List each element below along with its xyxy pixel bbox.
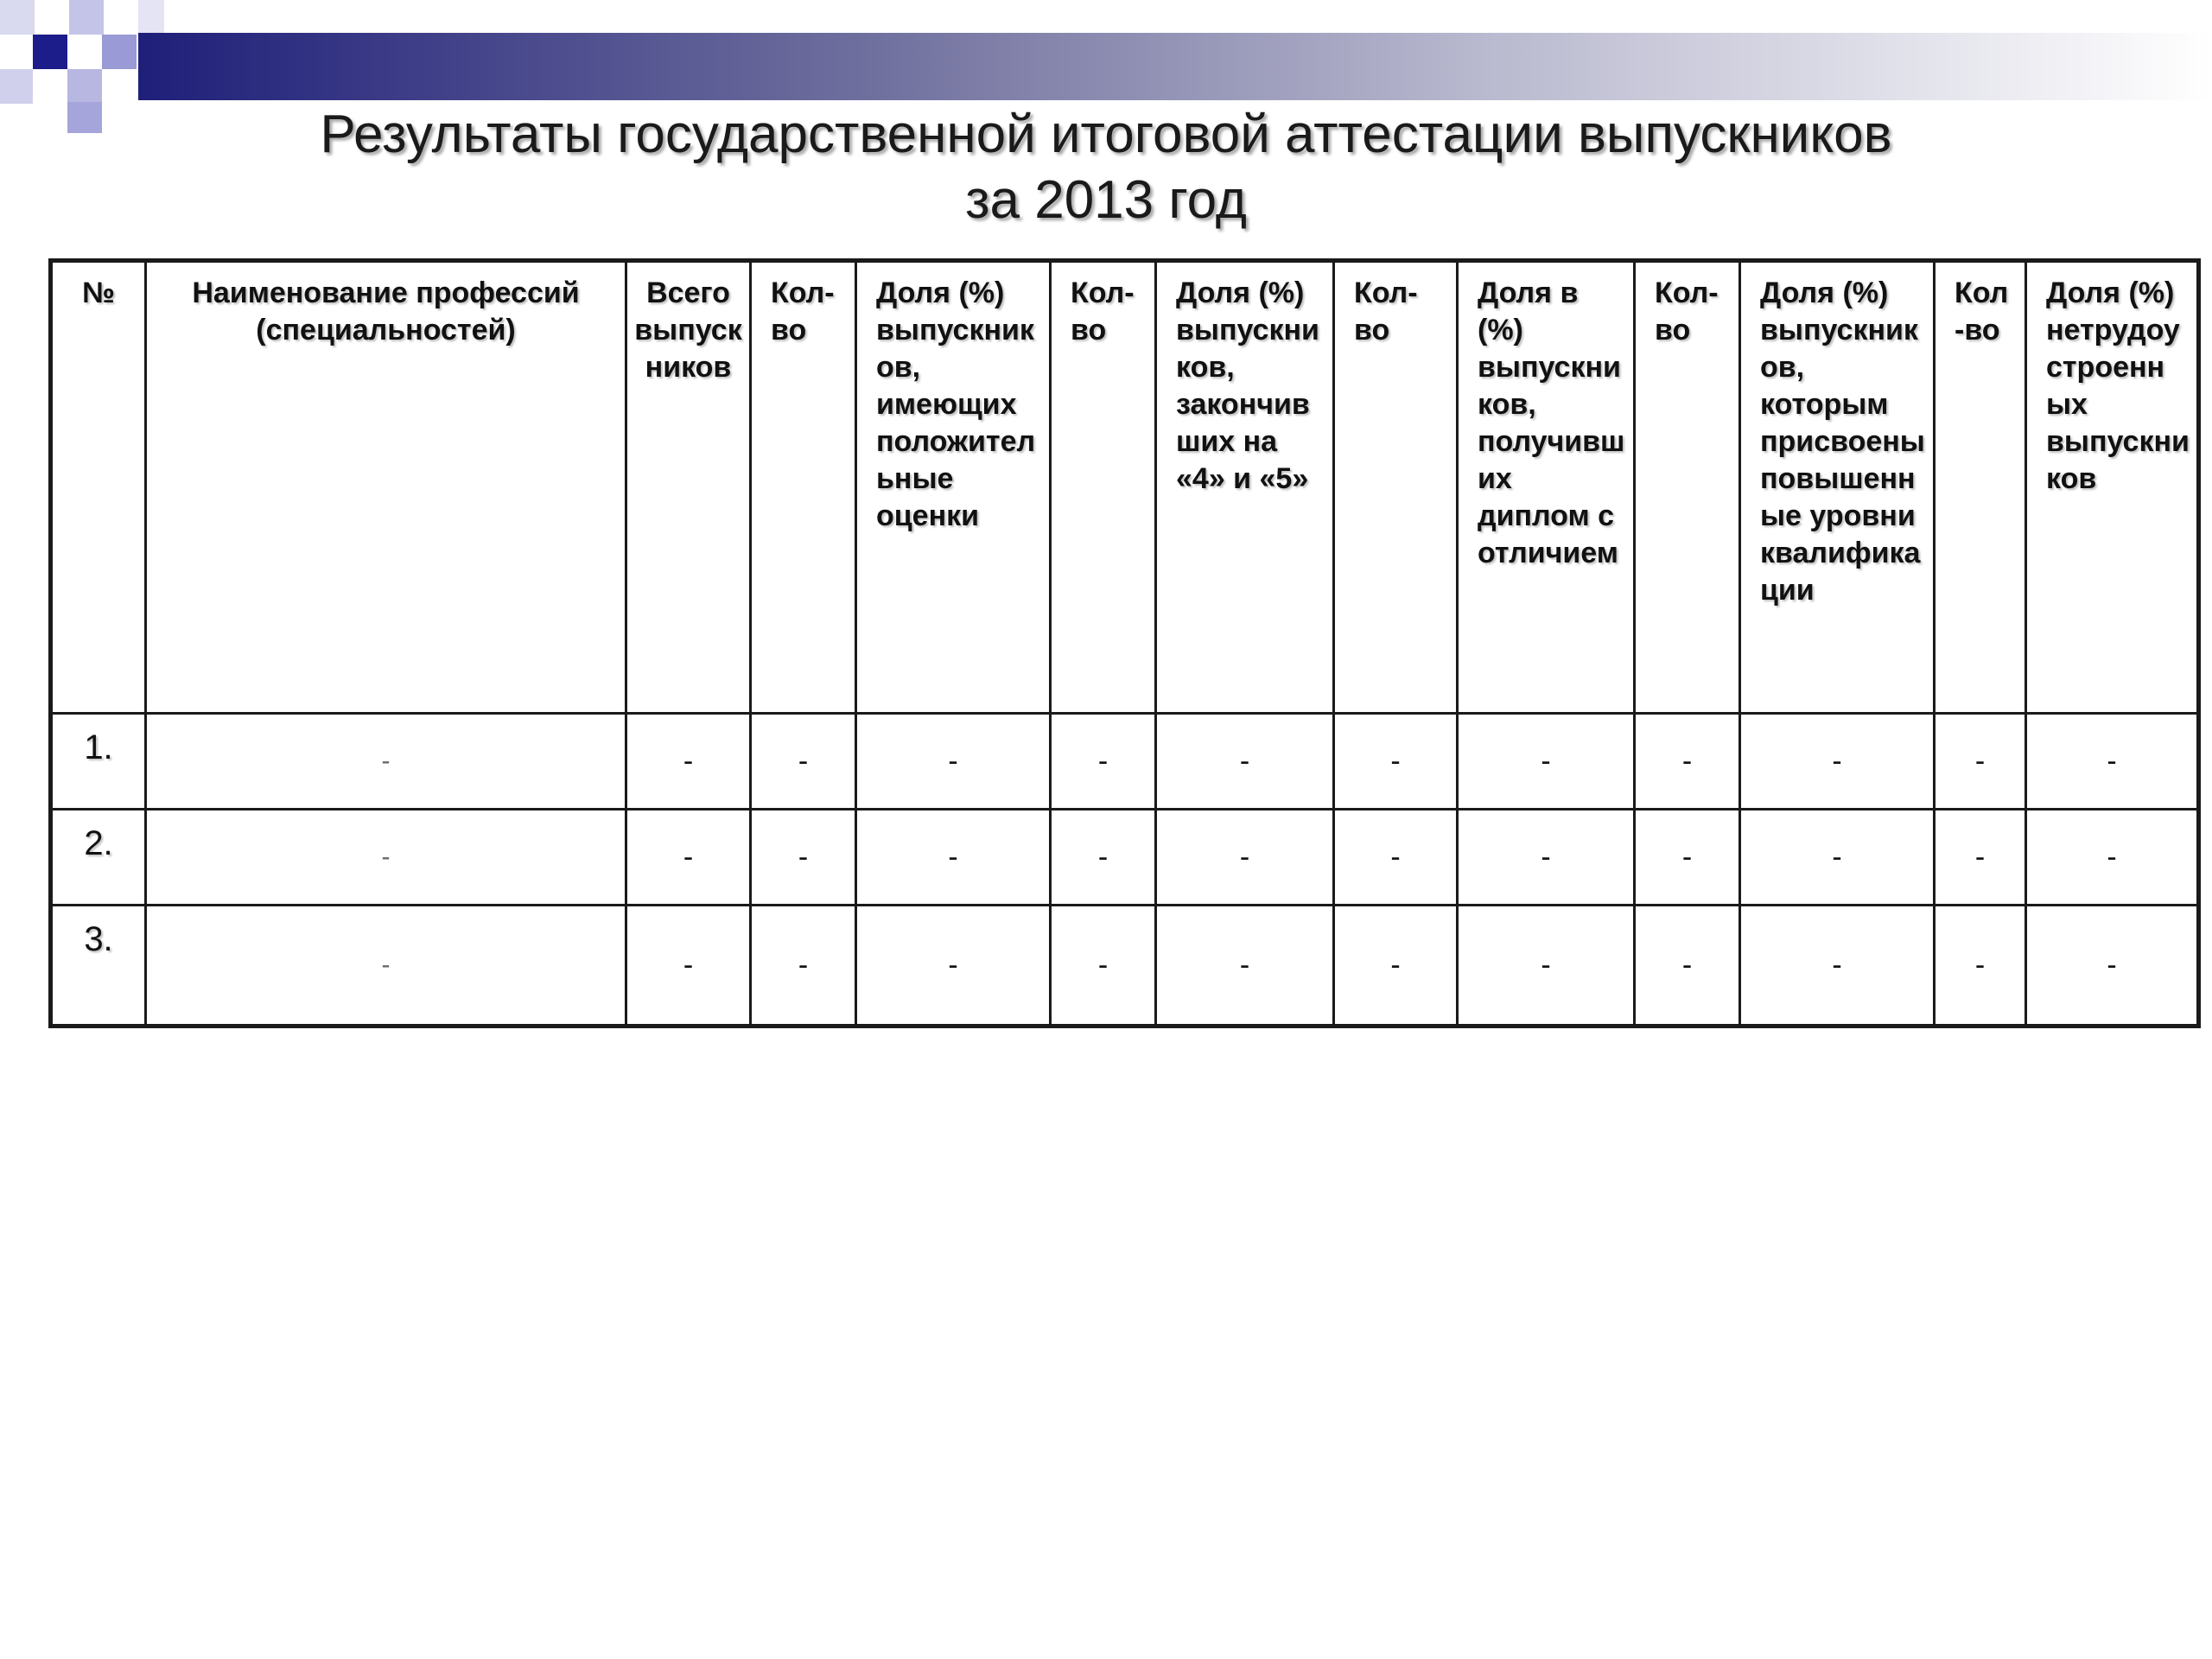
table-cell: - xyxy=(1935,810,2026,906)
table-cell: - xyxy=(2026,906,2199,1027)
header-count: Кол-во xyxy=(1635,261,1740,714)
cell-profession-name: - xyxy=(146,906,626,1027)
table-cell: - xyxy=(1051,714,1156,810)
header-honors-diploma-share: Доля в (%) выпускников, получивших диплом с отличием xyxy=(1458,261,1635,714)
decor-square-dark xyxy=(33,35,67,69)
header-positive-grades-share: Доля (%) выпускников, имеющих положительные оценки xyxy=(856,261,1051,714)
table-cell: - xyxy=(1334,714,1458,810)
table-cell: - xyxy=(1156,906,1334,1027)
decor-square-light xyxy=(102,35,137,69)
table-cell: - xyxy=(856,714,1051,810)
table-cell: - xyxy=(1156,714,1334,810)
results-table xyxy=(48,258,2201,1028)
table-cell: - xyxy=(626,906,751,1027)
table-cell: - xyxy=(1935,906,2026,1027)
table-cell: - xyxy=(1458,906,1635,1027)
table-cell: - xyxy=(1156,810,1334,906)
header-count: Кол-во xyxy=(1334,261,1458,714)
banner-gradient-bar xyxy=(138,33,2212,100)
table-cell: - xyxy=(1740,714,1935,810)
decor-square-light xyxy=(0,0,35,35)
table-cell: - xyxy=(1935,714,2026,810)
table-cell: - xyxy=(626,810,751,906)
table-row xyxy=(51,906,2199,1027)
table-cell: - xyxy=(751,906,856,1027)
table-cell: - xyxy=(1051,906,1156,1027)
header-count: Кол-во xyxy=(1935,261,2026,714)
table-header-row xyxy=(51,261,2199,714)
table-cell: - xyxy=(856,906,1051,1027)
row-number: 1. xyxy=(51,714,146,810)
table-row xyxy=(51,714,2199,810)
table-cell: - xyxy=(1635,714,1740,810)
table-cell: - xyxy=(2026,810,2199,906)
row-number: 2. xyxy=(51,810,146,906)
table-cell: - xyxy=(626,714,751,810)
decor-square-light xyxy=(69,0,104,35)
table-cell: - xyxy=(1334,906,1458,1027)
slide-title-line-1: Результаты государственной итоговой аттестации выпускников xyxy=(320,105,1892,164)
table-cell: - xyxy=(1740,906,1935,1027)
table-cell: - xyxy=(1458,714,1635,810)
header-count: Кол-во xyxy=(1051,261,1156,714)
table-cell: - xyxy=(1740,810,1935,906)
table-row xyxy=(51,810,2199,906)
table-cell: - xyxy=(751,810,856,906)
slide-title xyxy=(0,102,2212,233)
header-profession-name: Наименование профессий (специальностей) xyxy=(146,261,626,714)
table-cell: - xyxy=(2026,714,2199,810)
header-number: № xyxy=(51,261,146,714)
table-cell: - xyxy=(1334,810,1458,906)
table-cell: - xyxy=(856,810,1051,906)
table-cell: - xyxy=(1635,810,1740,906)
table-cell: - xyxy=(1458,810,1635,906)
header-good-excellent-share: Доля (%) выпускников, закончивших на «4» и «5» xyxy=(1156,261,1334,714)
row-number: 3. xyxy=(51,906,146,1027)
slide-title-line-2: за 2013 год xyxy=(965,170,1247,230)
table-cell: - xyxy=(1635,906,1740,1027)
table-cell: - xyxy=(751,714,856,810)
header-count: Кол-во xyxy=(751,261,856,714)
header-total-graduates: Всего выпускников xyxy=(626,261,751,714)
decor-square-light xyxy=(138,0,164,33)
cell-profession-name: - xyxy=(146,810,626,906)
cell-profession-name: - xyxy=(146,714,626,810)
decor-square-light xyxy=(0,69,33,104)
decor-square-light xyxy=(67,69,102,104)
header-higher-qualification-share: Доля (%) выпускников, которым присвоены повышенные уровни квалификации xyxy=(1740,261,1935,714)
header-unemployed-share: Доля (%) нетрудоустроенных выпускников xyxy=(2026,261,2199,714)
table-cell: - xyxy=(1051,810,1156,906)
